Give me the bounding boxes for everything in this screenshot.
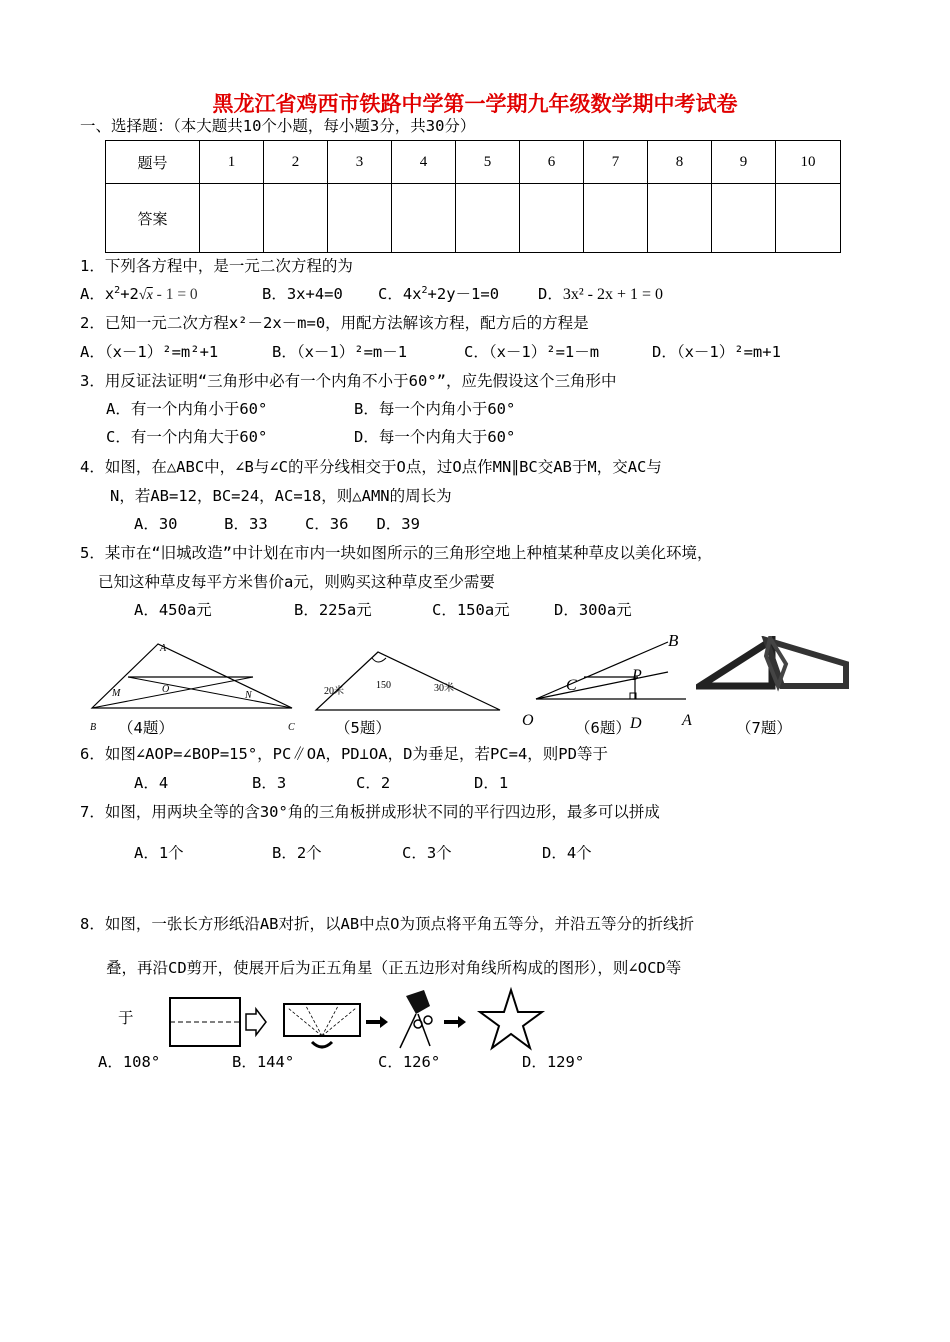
q6-option-b: B．3: [252, 774, 287, 792]
table-header-label: 题号: [106, 141, 200, 184]
q2-option-c: C．（x－1）²=1－m: [464, 343, 600, 361]
label-B: B: [668, 631, 679, 650]
q3-option-c: C．有一个内角大于60°: [106, 428, 268, 446]
answer-cell[interactable]: [648, 184, 712, 253]
table-cell: 2: [264, 141, 328, 184]
answer-table: [105, 140, 841, 253]
q4-stem-line2: N，若AB=12，BC=24，AC=18，则△AMN的周长为: [110, 487, 452, 505]
answer-cell[interactable]: [392, 184, 456, 253]
table-cell: 8: [648, 141, 712, 184]
q5-stem-line1: 5．某市在“旧城改造”中计划在市内一块如图所示的三角形空地上种植某种草皮以美化环境，: [80, 544, 713, 562]
q6-stem: 6．如图∠AOP=∠BOP=15°，PC∥OA，PD⊥OA，D为垂足，若PC=4，则PD等于: [80, 745, 608, 763]
q3-option-a: A．有一个内角小于60°: [106, 400, 268, 418]
q1-option-d: D．3x² - 2x + 1 = 0: [538, 285, 664, 303]
label-M: M: [112, 688, 121, 699]
table-cell: 4: [392, 141, 456, 184]
q1-option-a: A．$x^2+2√x - 1 = 0$: [80, 284, 198, 303]
answer-cell[interactable]: [520, 184, 584, 253]
q7-option-c: C．3个: [402, 844, 452, 862]
figure-8-star-process: [166, 984, 556, 1054]
q5-stem-line2: 已知这种草皮每平方米售价a元，则购买这种草皮至少需要: [98, 573, 495, 591]
q7-option-a: A．1个: [134, 844, 184, 862]
table-cell: 10: [776, 141, 841, 184]
table-cell: 9: [712, 141, 776, 184]
table-answer-label: 答案: [106, 184, 200, 253]
q8-option-b: B．144°: [232, 1053, 295, 1071]
table-cell: 3: [328, 141, 392, 184]
q7-option-d: D．4个: [542, 844, 592, 862]
figure-4-caption: （4题）: [118, 719, 174, 737]
answer-cell[interactable]: [584, 184, 648, 253]
answer-cell[interactable]: [200, 184, 264, 253]
page-title: 黑龙江省鸡西市铁路中学第一学期九年级数学期中考试卷: [212, 91, 738, 116]
figure-7-caption: （7题）: [736, 719, 792, 737]
label-A: A: [160, 643, 167, 654]
q1-stem: 1．下列各方程中，是一元二次方程的为: [80, 257, 353, 275]
table-cell: 6: [520, 141, 584, 184]
q6-option-a: A．4: [134, 774, 169, 792]
q7-option-b: B．2个: [272, 844, 322, 862]
answer-cell[interactable]: [264, 184, 328, 253]
label-20m: 20米: [324, 686, 344, 697]
section-heading: 一、选择题：（本大题共10个小题，每小题3分，共30分）: [80, 117, 476, 135]
figure-6-caption: （6题）: [575, 719, 631, 737]
label-C: C: [566, 677, 577, 694]
label-N: N: [245, 690, 252, 701]
q2-stem: 2．已知一元二次方程x²－2x－m=0，用配方法解该方程，配方后的方程是: [80, 314, 589, 332]
label-D: D: [630, 715, 642, 732]
q8-stem-line3: 于: [118, 1009, 134, 1027]
q3-option-b: B．每一个内角小于60°: [354, 400, 516, 418]
q8-stem-line2: 叠，再沿CD剪开，使展开后为正五角星（正五边形对角线所构成的图形），则∠OCD等: [106, 959, 682, 977]
label-150: 150: [376, 680, 391, 691]
figure-5-caption: （5题）: [335, 719, 391, 737]
table-cell: 1: [200, 141, 264, 184]
answer-cell[interactable]: [328, 184, 392, 253]
answer-cell[interactable]: [712, 184, 776, 253]
label-O: O: [522, 712, 534, 729]
label-C: C: [288, 722, 295, 733]
q8-stem-line1: 8．如图，一张长方形纸沿AB对折，以AB中点O为顶点将平角五等分，并沿五等分的折线折: [80, 915, 694, 933]
figure-5-triangle: [312, 648, 504, 716]
figure-7-set-squares: [696, 636, 856, 692]
q6-option-c: C．2: [356, 774, 391, 792]
q5-option-a: A．450a元: [134, 601, 212, 619]
q1-option-b: B．3x+4=0: [262, 285, 343, 303]
q1-option-c: C．$4x^2+2y-1=0$: [378, 284, 500, 303]
table-cell: 7: [584, 141, 648, 184]
table-cell: 5: [456, 141, 520, 184]
q8-option-d: D．129°: [522, 1053, 585, 1071]
q2-option-a: A．（x－1）²=m²+1: [80, 343, 219, 361]
q2-option-d: D．（x－1）²=m+1: [652, 343, 781, 361]
q8-option-c: C．126°: [378, 1053, 441, 1071]
label-P: P: [632, 667, 642, 684]
label-O: O: [162, 684, 170, 695]
q7-stem: 7．如图，用两块全等的含30°角的三角板拼成形状不同的平行四边形，最多可以拼成: [80, 803, 660, 821]
q5-option-b: B．225a元: [294, 601, 372, 619]
q5-option-c: C．150a元: [432, 601, 510, 619]
label-30m: 30米: [434, 683, 454, 694]
q3-option-d: D．每一个内角大于60°: [354, 428, 516, 446]
q8-option-a: A．108°: [98, 1053, 161, 1071]
q4-options: A．30 B．33 C．36 D．39: [134, 515, 420, 533]
label-B: B: [90, 722, 97, 733]
q4-stem-line1: 4．如图，在△ABC中，∠B与∠C的平分线相交于O点，过O点作MN∥BC交AB于M，交AC与: [80, 458, 662, 476]
answer-cell[interactable]: [456, 184, 520, 253]
q6-option-d: D．1: [474, 774, 509, 792]
q2-option-b: B．（x－1）²=m－1: [272, 343, 408, 361]
q5-option-d: D．300a元: [554, 601, 632, 619]
answer-cell[interactable]: [776, 184, 841, 253]
label-A: A: [682, 712, 692, 729]
q3-stem: 3．用反证法证明“三角形中必有一个内角不小于60°”，应先假设这个三角形中: [80, 372, 617, 390]
